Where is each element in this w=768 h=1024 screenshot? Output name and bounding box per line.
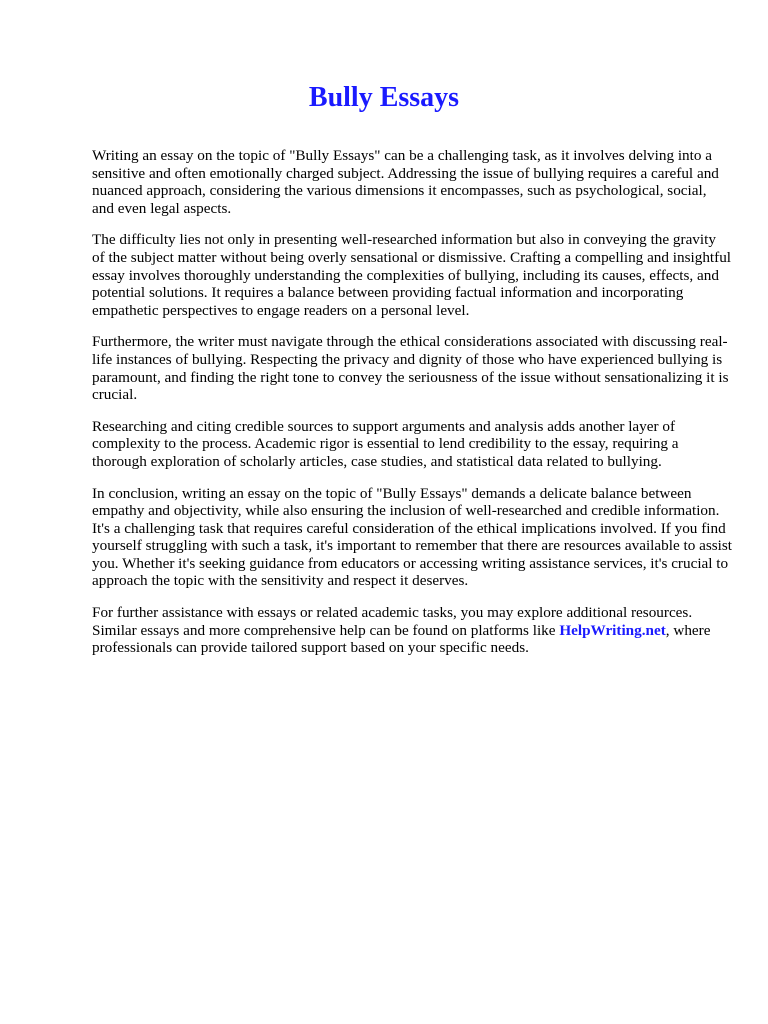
closing-text-before-link: For further assistance with essays or related academic tasks, you may explore additional resources. Similar essays and more comprehensive help can be found on platforms like	[92, 604, 693, 639]
document-body	[92, 147, 732, 671]
closing-paragraph	[92, 604, 732, 657]
helpwriting-link[interactable]: HelpWriting.net	[559, 621, 666, 639]
paragraph-5: In conclusion, writing an essay on the topic of "Bully Essays" demands a delicate balance between empathy and objectivity, while also ensuring the inclusion of well-researched and credible information. It's a challenging task that requires careful consideration of the ethical implications involved. If you find yourself struggling with such a task, it's important to remember that there are resources available to assist you. Whether it's seeking guidance from educators or accessing writing assistance services, it's crucial to approach the topic with the sensitivity and respect it deserves.	[92, 484, 733, 590]
paragraph-3: Furthermore, the writer must navigate through the ethical considerations associated with discussing real-life instances of bullying. Respecting the privacy and dignity of those who have experienced bullying is paramount, and finding the right tone to convey the seriousness of the issue without sensationalizing it is crucial.	[92, 333, 729, 404]
paragraph-1: Writing an essay on the topic of "Bully Essays" can be a challenging task, as it involves delving into a sensitive and often emotionally charged subject. Addressing the issue of bullying requires a careful and nuanced approach, considering the various dimensions it encompasses, such as psychological, social, and even legal aspects.	[92, 147, 719, 217]
paragraph-2: The difficulty lies not only in presenting well-researched information but also in conveying the gravity of the subject matter without being overly sensational or dismissive. Crafting a compelling and insightful essay involves thoroughly understanding the complexities of bullying, including its causes, effects, and potential solutions. It requires a balance between providing factual information and incorporating empathetic perspectives to engage readers on a personal level.	[92, 231, 732, 319]
closing-text-after-link: , where professionals can provide tailored support based on your specific needs.	[92, 621, 711, 657]
paragraph-4: Researching and citing credible sources to support arguments and analysis adds another layer of complexity to the process. Academic rigor is essential to lend credibility to the essay, requiring a thorough exploration of scholarly articles, case studies, and statistical data related to bullying.	[92, 417, 679, 470]
document-title: Bully Essays	[308, 82, 460, 113]
